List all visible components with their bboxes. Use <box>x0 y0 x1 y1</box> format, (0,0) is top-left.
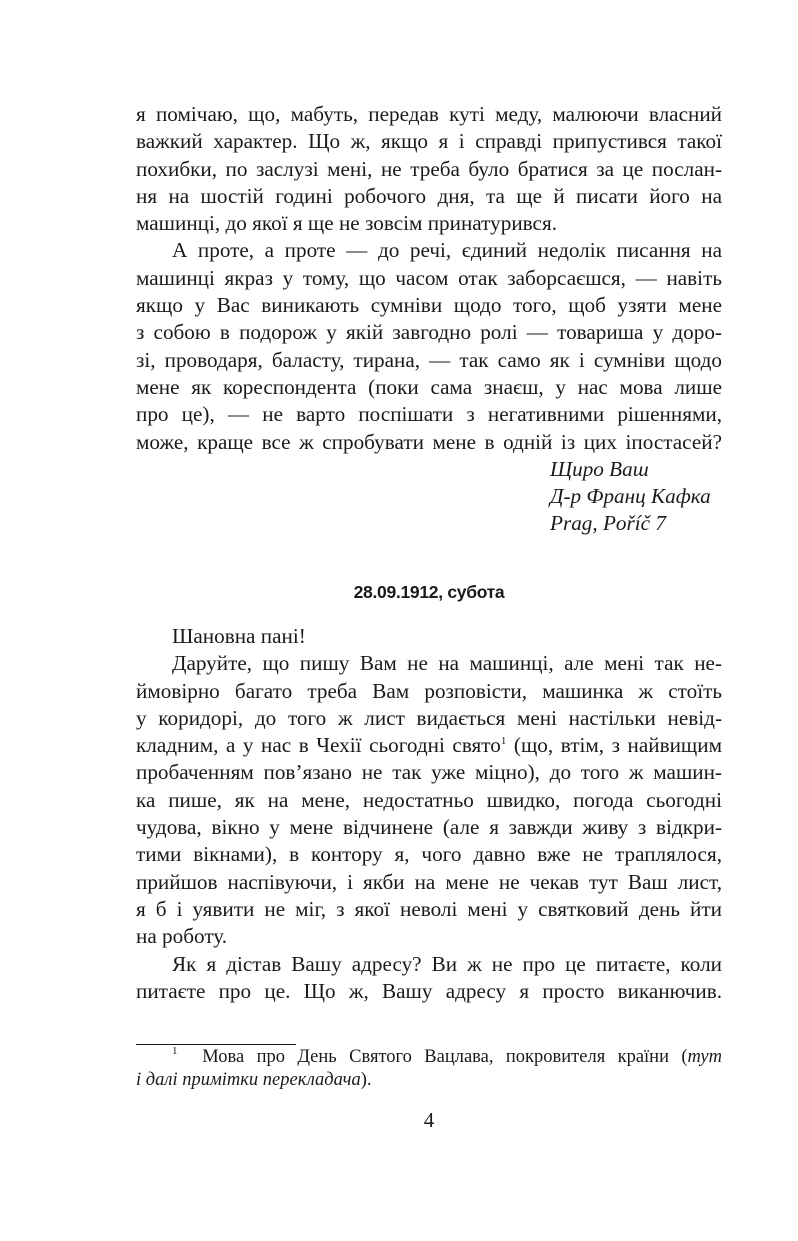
text-line: питаєте про це. Що ж, Вашу адресу я просто виканючив. <box>136 978 722 1003</box>
text-line: Даруйте, що пишу Вам не на машинці, але мені так не- <box>172 651 722 676</box>
text-line: у коридорі, до того ж лист видається мені настільки невід- <box>136 705 722 730</box>
text-line: тими вікнами), в контору я, чого давно вже не траплялося, <box>136 842 722 867</box>
text-line: чудова, вікно у мене відчинене (але я завжди живу з відкри- <box>136 815 722 840</box>
text-line: важкий характер. Що ж, якщо я і справді припустився такої <box>136 129 722 154</box>
text-line: похибки, по заслузі мені, не треба було братися за це послан- <box>136 156 722 181</box>
text-line: з собою в подорож у якій завгодно ролі — товариша у доро- <box>136 320 722 345</box>
page-number: 4 <box>423 1108 435 1132</box>
footnote-divider <box>136 1044 296 1045</box>
text-line: я помічаю, що, мабуть, передав куті меду, малюючи власний <box>136 102 722 126</box>
footnote-italic: тут <box>687 1047 722 1067</box>
text-line: ка пише, як на мене, недостатньо швидко, погода сьогодні <box>136 787 722 812</box>
text-line: А проте, а проте — до речі, єдиний недолік писання на <box>172 238 722 263</box>
text-line: пробаченням пов’язано не так уже міцно), до того ж машин- <box>136 760 722 785</box>
text-line: про це), — не варто поспішати з негативними рішеннями, <box>136 402 722 427</box>
letter-continuation <box>136 101 722 538</box>
footnote-line <box>136 1046 722 1069</box>
footnote-line <box>136 1069 722 1092</box>
letter-body <box>136 623 722 1005</box>
text-line: прийшов наспівуючи, і якби на мене не чекав тут Ваш лист, <box>136 869 722 894</box>
footnote-text: Мова про День Святого Вацлава, покровителя країни ( <box>202 1047 688 1067</box>
text-fragment: кладним, а у нас в Чехії сьогодні свято <box>136 733 501 758</box>
text-line-with-footnote <box>136 732 722 759</box>
signature-closing: Щиро Ваш <box>550 456 649 481</box>
text-line: ймовірно багато треба Вам розповісти, машинка ж стоїть <box>136 678 722 703</box>
text-line: Як я дістав Вашу адресу? Ви ж не про це питаєте, коли <box>172 951 722 976</box>
text-line: я б і уявити не міг, з якої неволі мені у святковий день йти <box>136 896 722 921</box>
text-line: зі, проводаря, баласту, тирана, — так само як і сумніви щодо <box>136 347 722 372</box>
footnote-mark: 1 <box>172 1045 178 1057</box>
footnote <box>136 1046 722 1092</box>
text-line: якщо у Вас виникають сумніви щодо того, щоб узяти мене <box>136 293 722 318</box>
footnote-italic: і далі примітки перекладача <box>136 1070 361 1090</box>
greeting: Шановна пані! <box>172 624 306 648</box>
text-line: машинці якраз у тому, що часом отак заборсаєшся, — навіть <box>136 265 722 290</box>
text-line: ня на шостій годині робочого дня, та ще й писати його на <box>136 183 722 208</box>
signature-address: Prag, Poříč 7 <box>550 511 666 536</box>
text-line: машинці, до якої я ще не зовсім принатурився. <box>136 211 557 236</box>
text-line: мене як кореспондента (поки сама знаєш, у нас мова лише <box>136 374 722 399</box>
footnote-text: ). <box>360 1070 372 1090</box>
letter-date-heading: 28.09.1912, субота <box>353 582 505 602</box>
signature-name: Д-р Франц Кафка <box>550 484 711 509</box>
footnote-ref: 1 <box>500 735 507 748</box>
text-line: може, краще все ж спробувати мене в одній із цих іпостасей? <box>136 429 722 454</box>
text-line: на роботу. <box>136 924 228 949</box>
text-fragment: (що, втім, з найвищим <box>506 733 722 758</box>
